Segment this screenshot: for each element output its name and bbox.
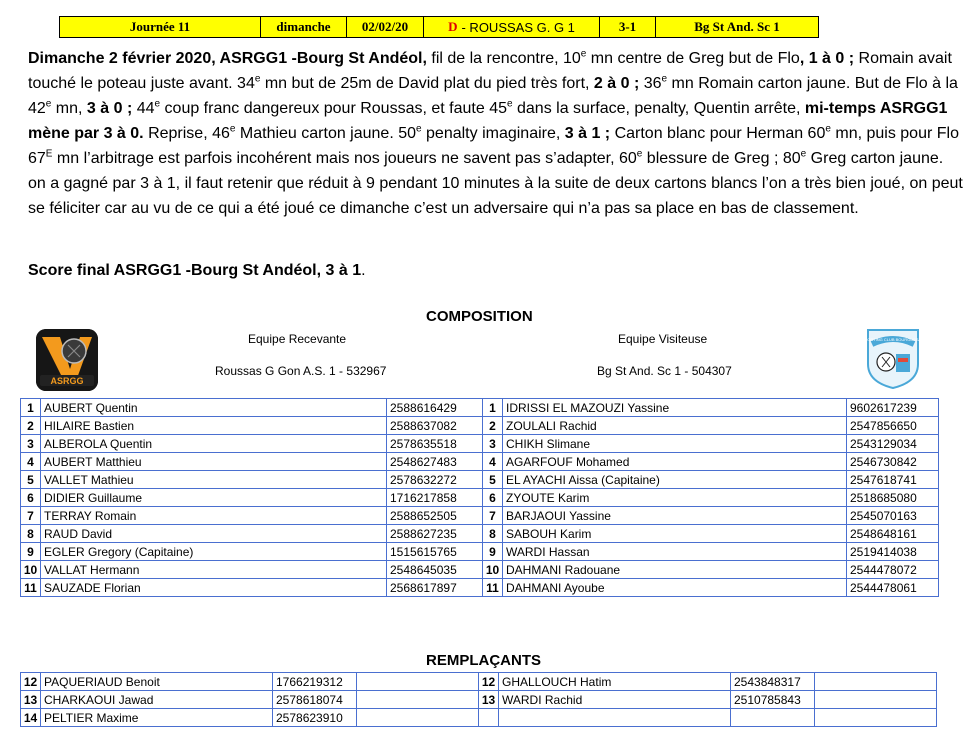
substitutes-table bbox=[20, 672, 937, 727]
final-score-dot: . bbox=[361, 262, 366, 279]
away-player-number: 10 bbox=[483, 561, 503, 579]
away-sub-extra bbox=[815, 709, 937, 727]
home-player-number: 3 bbox=[21, 435, 41, 453]
home-player-licence: 2548645035 bbox=[387, 561, 483, 579]
home-player-licence: 2578635518 bbox=[387, 435, 483, 453]
away-player-name: BARJAOUI Yassine bbox=[503, 507, 847, 525]
away-player-number: 7 bbox=[483, 507, 503, 525]
report-text: Reprise, 46 bbox=[143, 125, 230, 142]
day-cell: dimanche bbox=[261, 17, 347, 37]
away-sub-extra bbox=[815, 691, 937, 709]
away-sub-number: 12 bbox=[479, 673, 499, 691]
home-player-licence: 1515615765 bbox=[387, 543, 483, 561]
ordinal-sup: e bbox=[254, 73, 261, 85]
away-player-name: DAHMANI Ayoube bbox=[503, 579, 847, 597]
report-text: fil de la rencontre, 10 bbox=[426, 50, 581, 67]
score-cell: 3-1 bbox=[600, 17, 656, 37]
home-sub-name: CHARKAOUI Jawad bbox=[41, 691, 273, 709]
ordinal-sup: e bbox=[580, 48, 587, 60]
away-player-licence: 9602617239 bbox=[847, 399, 939, 417]
composition-title: COMPOSITION bbox=[426, 308, 533, 325]
home-player-number: 9 bbox=[21, 543, 41, 561]
report-score: 3 à 0 ; bbox=[86, 100, 133, 117]
report-text: Carton blanc pour Herman 60 bbox=[610, 125, 826, 142]
final-score bbox=[28, 258, 366, 283]
away-club-logo bbox=[862, 326, 924, 390]
report-score: , 1 à 0 ; bbox=[799, 50, 855, 67]
away-player-name: EL AYACHI Aissa (Capitaine) bbox=[503, 471, 847, 489]
table-row bbox=[21, 435, 939, 453]
away-logo-text: SPORTING CLUB BOURGUESAN bbox=[862, 337, 924, 342]
home-player-licence: 2548627483 bbox=[387, 453, 483, 471]
substitutes-rows bbox=[21, 673, 937, 727]
away-team-label: Equipe Visiteuse bbox=[618, 332, 708, 346]
home-sub-number: 14 bbox=[21, 709, 41, 727]
report-intro: Dimanche 2 février 2020, ASRGG1 -Bourg St Andéol, bbox=[28, 50, 427, 67]
away-player-name: ZOULALI Rachid bbox=[503, 417, 847, 435]
away-player-licence: 2544478061 bbox=[847, 579, 939, 597]
report-text: mn l’arbitrage est parfois incohérent mais nos joueurs ne savent pas s’adapter, 60 bbox=[52, 150, 637, 167]
away-player-name: SABOUH Karim bbox=[503, 525, 847, 543]
away-logo-graphic bbox=[862, 326, 924, 390]
away-sub-extra bbox=[815, 673, 937, 691]
home-sub-number: 13 bbox=[21, 691, 41, 709]
away-player-licence: 2543129034 bbox=[847, 435, 939, 453]
home-player-licence: 2588627235 bbox=[387, 525, 483, 543]
away-player-number: 9 bbox=[483, 543, 503, 561]
match-report-text bbox=[28, 46, 963, 221]
report-text: penalty imaginaire, bbox=[421, 125, 565, 142]
table-row bbox=[21, 543, 939, 561]
table-row bbox=[21, 579, 939, 597]
home-player-name: VALLET Mathieu bbox=[41, 471, 387, 489]
home-player-licence: 2588616429 bbox=[387, 399, 483, 417]
opponent-cell: Bg St And. Sc 1 bbox=[694, 19, 780, 34]
away-player-number: 6 bbox=[483, 489, 503, 507]
report-text: 36 bbox=[639, 75, 662, 92]
away-player-licence: 2545070163 bbox=[847, 507, 939, 525]
ordinal-sup: e bbox=[154, 98, 161, 110]
away-player-licence: 2546730842 bbox=[847, 453, 939, 471]
home-player-number: 6 bbox=[21, 489, 41, 507]
away-sub-licence bbox=[731, 709, 815, 727]
away-player-name: IDRISSI EL MAZOUZI Yassine bbox=[503, 399, 847, 417]
home-sub-licence: 2578618074 bbox=[273, 691, 357, 709]
home-player-name: ALBEROLA Quentin bbox=[41, 435, 387, 453]
report-text: mn but de 25m de David plat du pied très fort, bbox=[260, 75, 594, 92]
home-club-logo bbox=[36, 329, 98, 391]
home-player-number: 10 bbox=[21, 561, 41, 579]
home-player-name: TERRAY Romain bbox=[41, 507, 387, 525]
home-logo-text: ASRGG bbox=[50, 376, 84, 386]
report-text: mn centre de Greg but de Flo bbox=[586, 50, 800, 67]
date-cell: 02/02/20 bbox=[347, 17, 424, 37]
home-sub-extra bbox=[357, 709, 479, 727]
away-team-name: Bg St And. Sc 1 - 504307 bbox=[597, 364, 732, 378]
home-player-licence: 1716217858 bbox=[387, 489, 483, 507]
report-text: mn Romain carton jaune. But de Flo à la 42 bbox=[28, 75, 958, 117]
home-sub-extra bbox=[357, 691, 479, 709]
away-player-name: AGARFOUF Mohamed bbox=[503, 453, 847, 471]
away-sub-name bbox=[499, 709, 731, 727]
ordinal-sup: e bbox=[416, 123, 422, 135]
composition-table bbox=[20, 398, 939, 597]
home-player-name: DIDIER Guillaume bbox=[41, 489, 387, 507]
table-row bbox=[21, 507, 939, 525]
home-sub-extra bbox=[357, 673, 479, 691]
home-player-name: AUBERT Matthieu bbox=[41, 453, 387, 471]
report-text: dans la surface, penalty, Quentin arrête, bbox=[512, 100, 805, 117]
away-sub-number: 13 bbox=[479, 691, 499, 709]
home-player-number: 11 bbox=[21, 579, 41, 597]
table-row bbox=[21, 673, 937, 691]
away-sub-licence: 2543848317 bbox=[731, 673, 815, 691]
report-text: Mathieu carton jaune. 50 bbox=[235, 125, 417, 142]
final-score-text: Score final ASRGG1 -Bourg St Andéol, 3 à 1 bbox=[28, 262, 362, 279]
home-sub-number: 12 bbox=[21, 673, 41, 691]
away-player-number: 11 bbox=[483, 579, 503, 597]
substitutes-title: REMPLAÇANTS bbox=[426, 652, 541, 669]
away-player-name: WARDI Hassan bbox=[503, 543, 847, 561]
ordinal-sup: e bbox=[229, 123, 236, 135]
report-text: Greg carton jaune. on a gagné par 3 à 1, il faut retenir que réduit à 9 pendant 10 minutes à la suite de deux cartons blancs l’on a très bien joué, on peut se féliciter car au vu de ce qui a été joué ce dimanche c’est un adversaire qui n’a pas sa place en bas de classement. bbox=[28, 150, 963, 217]
away-sub-name: WARDI Rachid bbox=[499, 691, 731, 709]
away-player-name: DAHMANI Radouane bbox=[503, 561, 847, 579]
home-player-name: RAUD David bbox=[41, 525, 387, 543]
away-sub-licence: 2510785843 bbox=[731, 691, 815, 709]
ordinal-sup: E bbox=[45, 148, 53, 160]
table-row bbox=[21, 561, 939, 579]
table-row bbox=[21, 399, 939, 417]
away-player-name: CHIKH Slimane bbox=[503, 435, 847, 453]
home-sub-name: PELTIER Maxime bbox=[41, 709, 273, 727]
match-cell bbox=[424, 17, 600, 37]
report-score: 2 à 0 ; bbox=[593, 75, 640, 92]
away-player-licence: 2544478072 bbox=[847, 561, 939, 579]
away-player-number: 2 bbox=[483, 417, 503, 435]
report-halftime: mi-temps ASRGG1 mène par 3 à 0. bbox=[28, 100, 948, 142]
away-player-number: 1 bbox=[483, 399, 503, 417]
table-row bbox=[21, 489, 939, 507]
home-player-name: VALLAT Hermann bbox=[41, 561, 387, 579]
journee-cell: Journée 11 bbox=[60, 17, 261, 37]
domicile-letter: D bbox=[448, 19, 458, 34]
table-row bbox=[21, 453, 939, 471]
ordinal-sup: e bbox=[636, 148, 643, 160]
away-player-number: 5 bbox=[483, 471, 503, 489]
ordinal-sup: e bbox=[800, 148, 807, 160]
away-player-licence: 2518685080 bbox=[847, 489, 939, 507]
home-player-number: 8 bbox=[21, 525, 41, 543]
match-header-bar bbox=[59, 16, 819, 38]
ordinal-sup: e bbox=[825, 123, 831, 135]
home-team-label: Equipe Recevante bbox=[248, 332, 347, 346]
away-player-licence: 2519414038 bbox=[847, 543, 939, 561]
home-player-number: 7 bbox=[21, 507, 41, 525]
home-player-number: 1 bbox=[21, 399, 41, 417]
home-player-licence: 2588637082 bbox=[387, 417, 483, 435]
home-logo-graphic bbox=[36, 329, 98, 391]
home-player-licence: 2578632272 bbox=[387, 471, 483, 489]
away-player-number: 3 bbox=[483, 435, 503, 453]
table-row bbox=[21, 691, 937, 709]
match-teams: - ROUSSAS G. G 1 bbox=[461, 19, 575, 35]
match-report bbox=[28, 46, 963, 221]
home-sub-licence: 1766219312 bbox=[273, 673, 357, 691]
home-player-licence: 2588652505 bbox=[387, 507, 483, 525]
away-player-number: 8 bbox=[483, 525, 503, 543]
home-player-name: HILAIRE Bastien bbox=[41, 417, 387, 435]
away-player-name: ZYOUTE Karim bbox=[503, 489, 847, 507]
away-player-licence: 2547856650 bbox=[847, 417, 939, 435]
away-player-number: 4 bbox=[483, 453, 503, 471]
table-row bbox=[21, 471, 939, 489]
home-sub-licence: 2578623910 bbox=[273, 709, 357, 727]
report-text: Romain avait touché le poteau juste avant. 34 bbox=[28, 50, 952, 92]
report-text: mn, bbox=[51, 100, 87, 117]
home-player-name: AUBERT Quentin bbox=[41, 399, 387, 417]
home-player-licence: 2568617897 bbox=[387, 579, 483, 597]
ordinal-sup: e bbox=[661, 73, 668, 85]
table-row bbox=[21, 709, 937, 727]
away-player-licence: 2548648161 bbox=[847, 525, 939, 543]
away-player-licence: 2547618741 bbox=[847, 471, 939, 489]
home-player-number: 5 bbox=[21, 471, 41, 489]
table-row bbox=[21, 417, 939, 435]
report-score: 3 à 1 ; bbox=[564, 125, 611, 142]
home-team-name: Roussas G Gon A.S. 1 - 532967 bbox=[215, 364, 387, 378]
home-player-name: EGLER Gregory (Capitaine) bbox=[41, 543, 387, 561]
report-text: 44 bbox=[132, 100, 155, 117]
ordinal-sup: e bbox=[45, 98, 52, 110]
composition-rows bbox=[21, 399, 939, 597]
report-text: blessure de Greg ; 80 bbox=[642, 150, 801, 167]
report-text: coup franc dangereux pour Roussas, et faute 45 bbox=[160, 100, 507, 117]
home-player-number: 4 bbox=[21, 453, 41, 471]
report-text: mn, puis pour Flo 67 bbox=[28, 125, 959, 167]
home-sub-name: PAQUERIAUD Benoit bbox=[41, 673, 273, 691]
home-player-number: 2 bbox=[21, 417, 41, 435]
home-player-name: SAUZADE Florian bbox=[41, 579, 387, 597]
table-row bbox=[21, 525, 939, 543]
away-sub-name: GHALLOUCH Hatim bbox=[499, 673, 731, 691]
ordinal-sup: e bbox=[506, 98, 513, 110]
away-sub-number bbox=[479, 709, 499, 727]
